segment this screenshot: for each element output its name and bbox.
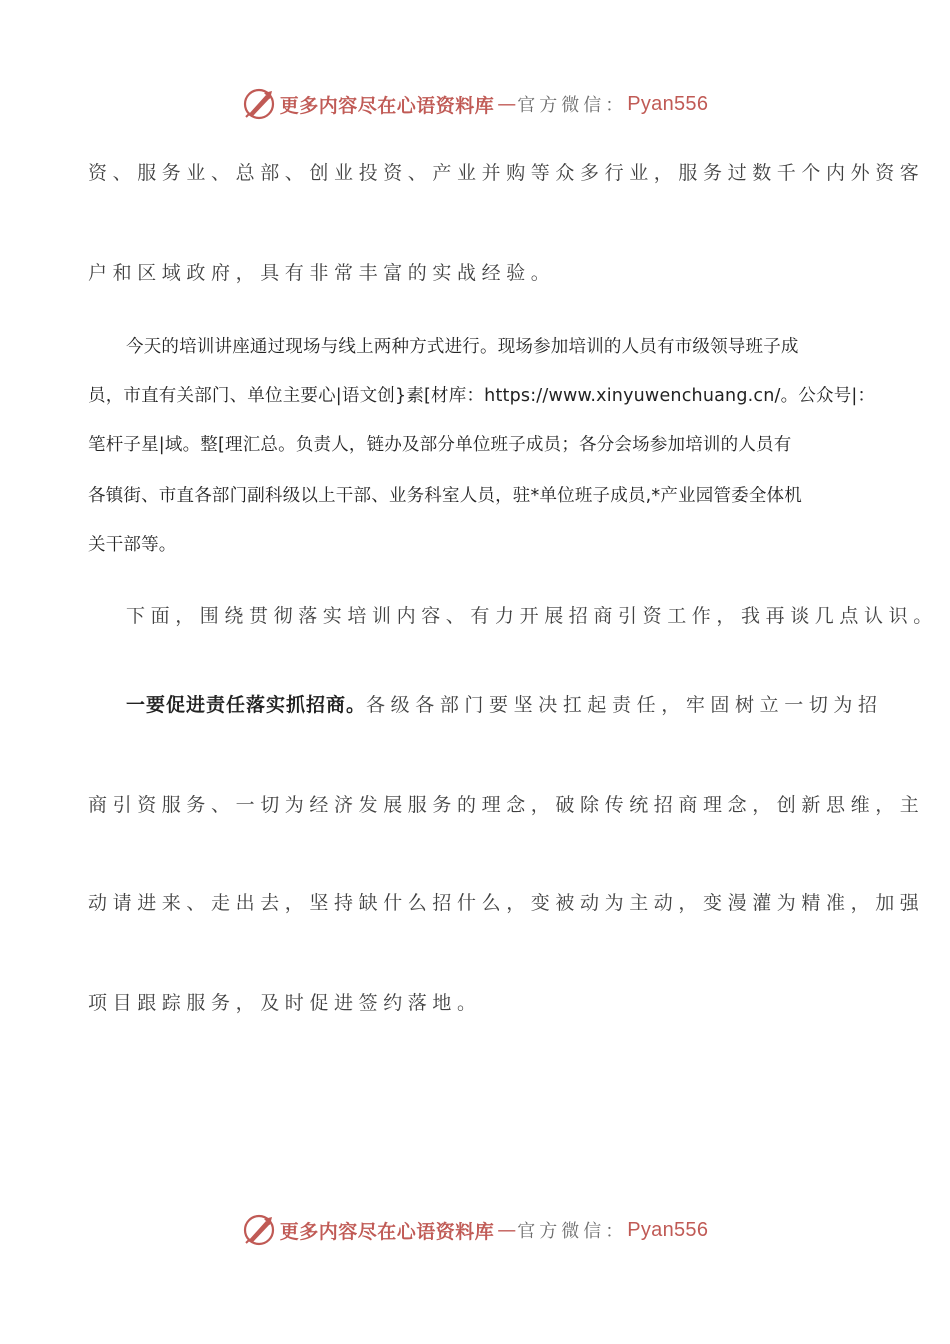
pen-logo-icon	[242, 1213, 276, 1247]
p3-line-1: 下面，围绕贯彻落实培训内容、有力开展招商引资工作，我再谈几点认识。	[126, 605, 938, 627]
header-brand-text: 更多内容尽在心语资料库	[279, 94, 495, 117]
p4-heading: 一要促进责任落实抓招商。	[126, 694, 367, 716]
footer-dash: —	[497, 1219, 515, 1241]
p1-line-1: 资、服务业、总部、创业投资、产业并购等众多行业，服务过数千个内外资客	[88, 162, 925, 184]
footer-banner	[0, 1208, 950, 1252]
p4-line-1-text: 各级各部门要坚决扛起责任，牢固树立一切为招	[366, 694, 883, 716]
p2-line-3: 笔杆子星|域。整[理汇总。负责人，链办及部分单位班子成员；各分会场参加培训的人员有	[88, 435, 792, 455]
header-banner	[0, 82, 950, 126]
footer-brand-text: 更多内容尽在心语资料库	[279, 1220, 495, 1243]
p4-line-1	[126, 690, 883, 717]
p4-line-3: 动请进来、走出去，坚持缺什么招什么，变被动为主动，变漫灌为精准，加强	[88, 892, 925, 914]
pen-logo-icon	[242, 87, 276, 121]
p4-line-4: 项目跟踪服务，及时促进签约落地。	[88, 992, 482, 1014]
header-dash: —	[497, 93, 515, 115]
p2-line-4: 各镇街、市直各部门副科级以上干部、业务科室人员，驻*单位班子成员,*产业园管委全体机	[88, 486, 802, 506]
p2-line-5: 关干部等。	[88, 535, 177, 555]
footer-wechat-id: Pyan556	[627, 1218, 709, 1241]
p4-line-2: 商引资服务、一切为经济发展服务的理念，破除传统招商理念，创新思维，主	[88, 794, 925, 816]
header-wechat-id: Pyan556	[627, 92, 709, 115]
p1-line-2: 户和区域政府，具有非常丰富的实战经验。	[88, 262, 556, 284]
p2-line-1: 今天的培训讲座通过现场与线上两种方式进行。现场参加培训的人员有市级领导班子成	[126, 337, 799, 357]
header-wechat-label: 官方微信：	[517, 95, 628, 116]
footer-wechat-label: 官方微信：	[517, 1221, 628, 1242]
p2-line-2: 员，市直有关部门、单位主要心|语文创}素[材库：https://www.xinyuwenchuang.cn/。公众号|：	[88, 386, 876, 406]
